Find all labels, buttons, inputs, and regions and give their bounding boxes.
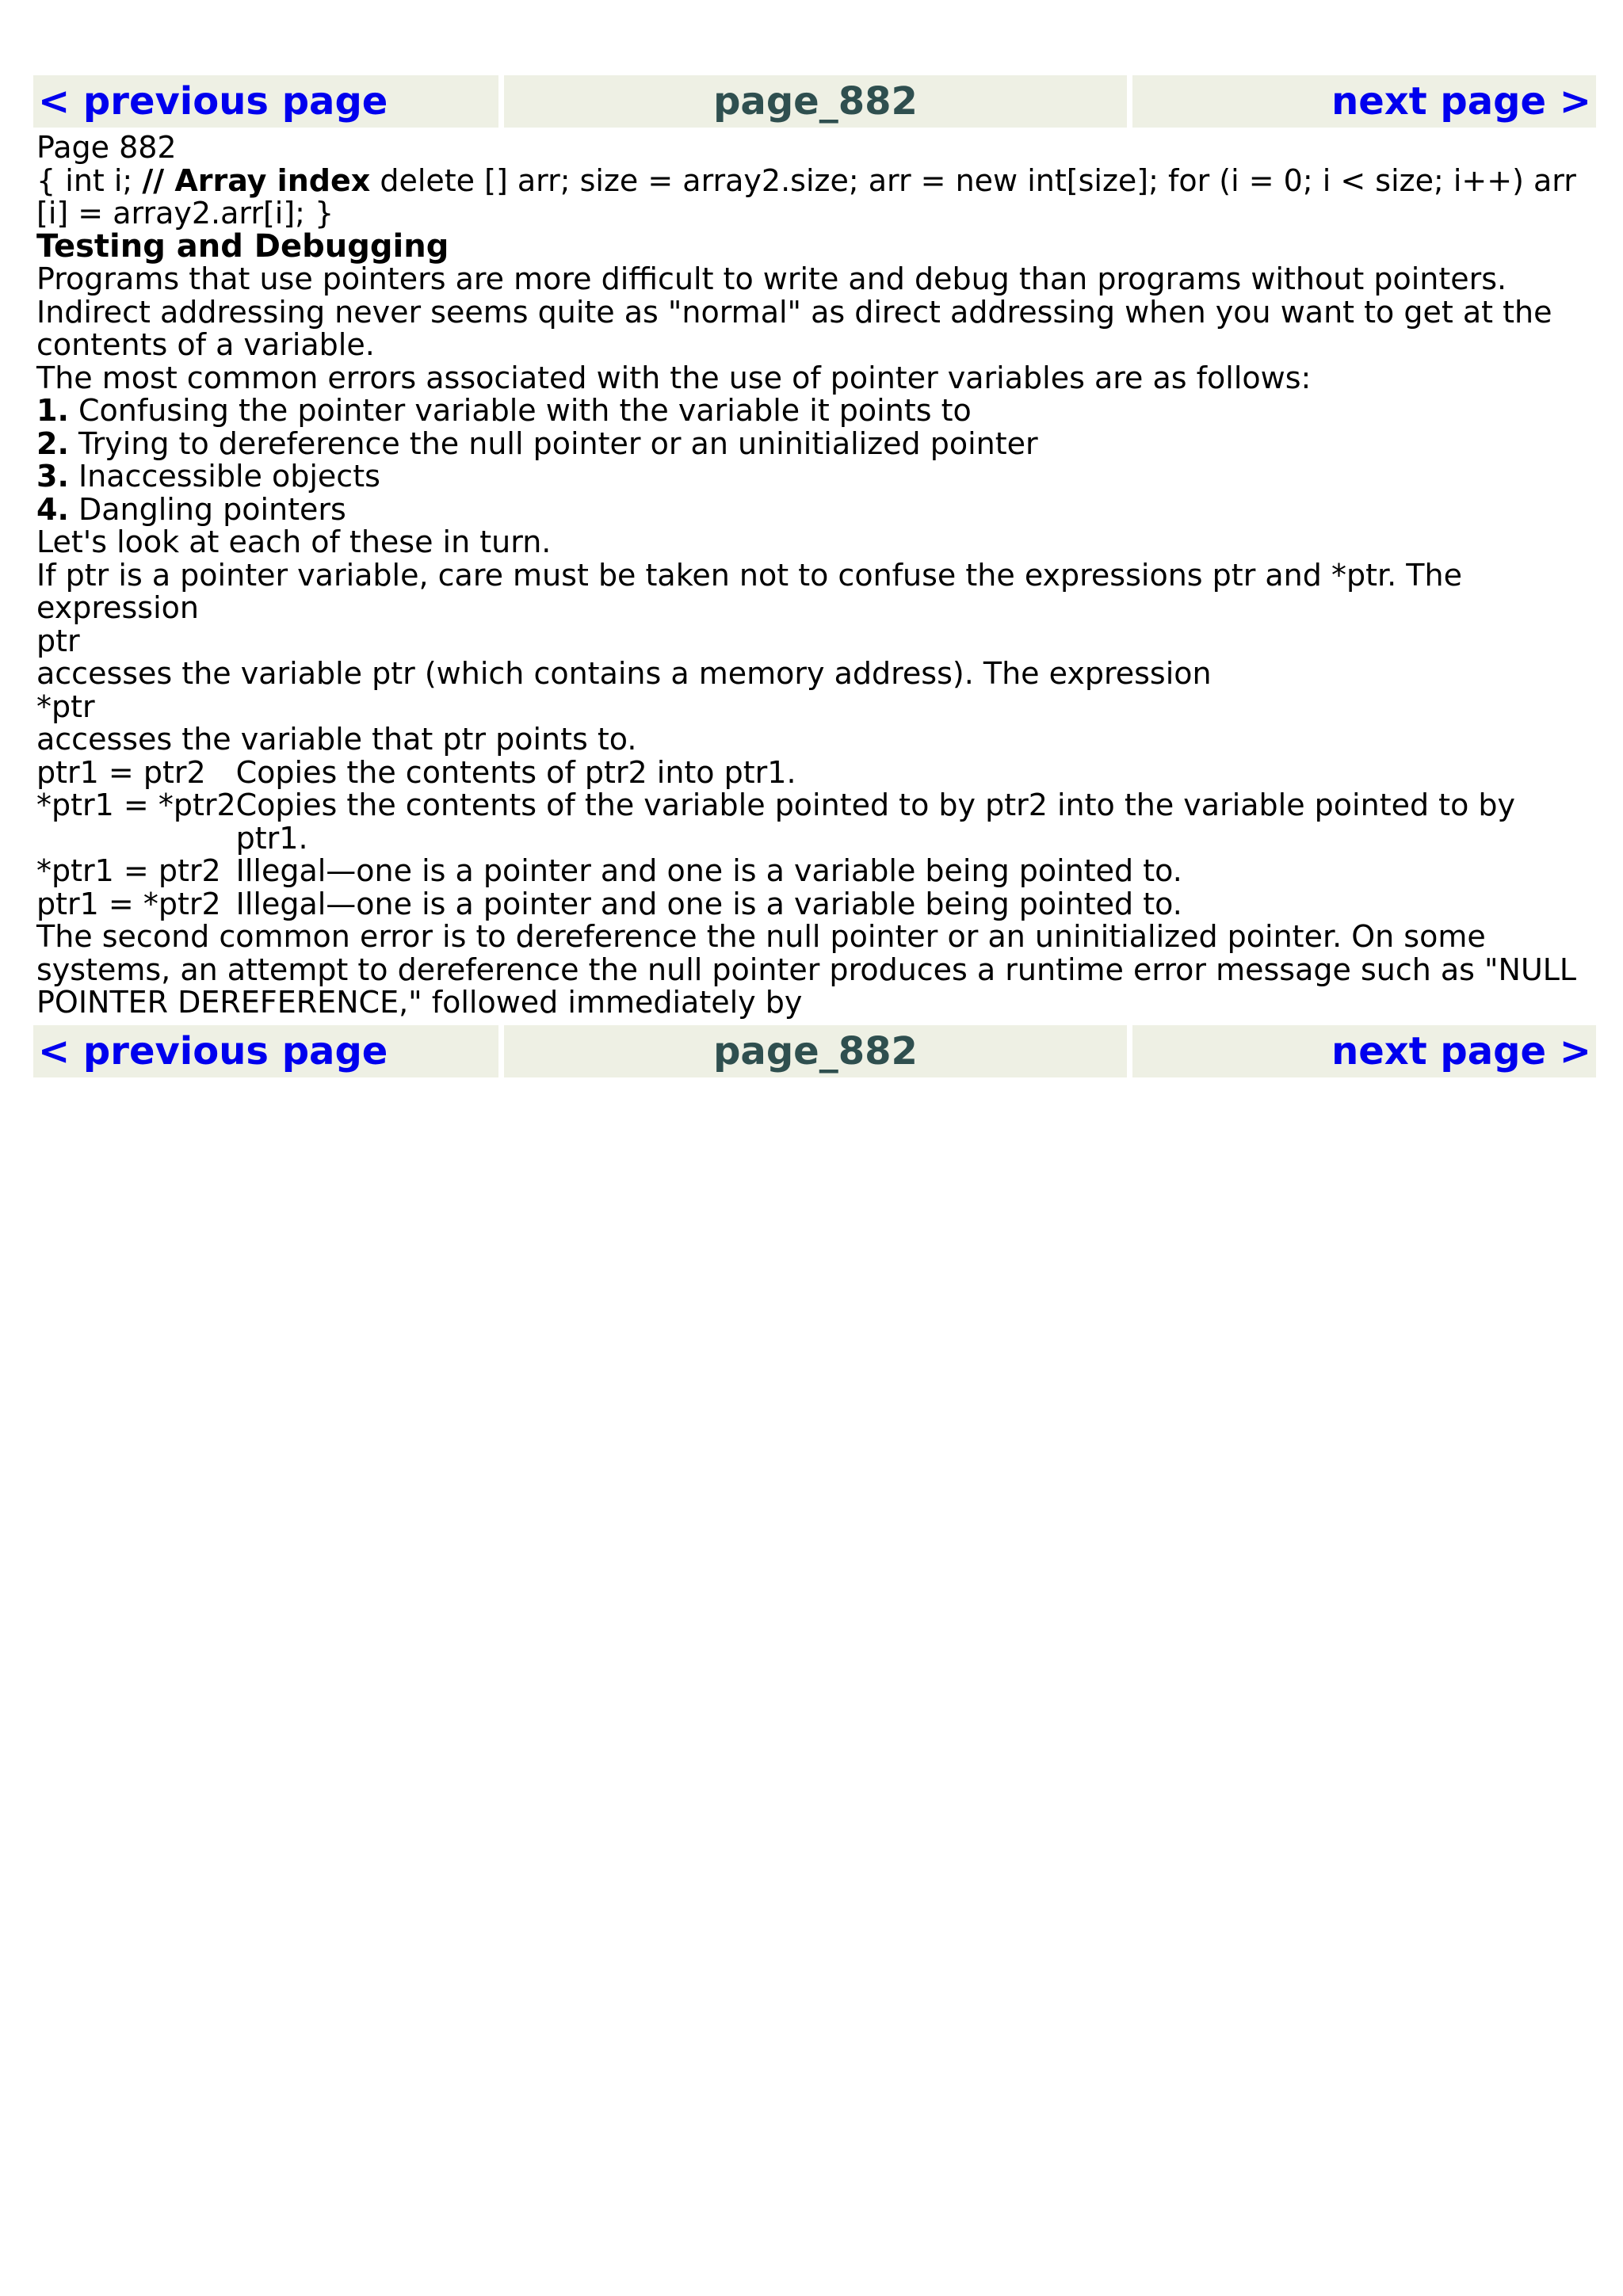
table-description: Illegal—one is a pointer and one is a variable being pointed to. [235,886,1182,921]
paragraph-ptr-c: accesses the variable ptr (which contains a memory address). The expression [36,656,1212,691]
table-row [36,888,1593,921]
paragraph-ptr-b: ptr [36,623,80,658]
error-number: 4. [36,491,69,527]
table-description: Copies the contents of the variable pointed to by ptr2 into the variable pointed to by ptr1. [235,788,1516,856]
error-number: 3. [36,459,69,494]
code-block [36,162,1593,231]
error-text: Inaccessible objects [68,459,380,494]
previous-page-link[interactable]: < previous page [33,1025,498,1077]
table-row [36,757,1593,790]
table-description: Illegal—one is a pointer and one is a variable being pointed to. [235,853,1182,888]
table-expression: ptr1 = *ptr2 [36,886,221,921]
table-row [36,789,1593,855]
error-item [36,491,1593,527]
paragraph-ptr-d: *ptr [36,688,95,724]
error-item [36,395,1593,428]
bottom-nav-bar [33,1025,1596,1077]
paragraph-errors-intro: The most common errors associated with the use of pointer variables are as follows: [36,360,1312,395]
table-expression: ptr1 = ptr2 [36,754,206,790]
next-page-link[interactable]: next page > [1132,1025,1596,1077]
section-heading: Testing and Debugging [36,227,449,265]
page-label: page_882 [504,1025,1127,1077]
table-expression: *ptr1 = *ptr2 [36,788,236,822]
error-text: Trying to dereference the null pointer or an uninitialized pointer [68,425,1038,461]
table-row [36,855,1593,888]
pointer-expression-table [36,754,1593,921]
error-text: Confusing the pointer variable with the variable it points to [68,393,972,428]
code-rest: delete [] arr; size = array2.size; arr = new int[size]; for (i = 0; i < size; i++) arr [i] = array2.arr[i]; } [36,162,1576,231]
paragraph-turn: Let's look at each of these in turn. [36,524,552,559]
error-item [36,460,1593,494]
paragraph-intro: Programs that use pointers are more difficult to write and debug than programs without pointers. Indirect addressing never seems quite as "normal" as direct addressing when you want to get at the contents of a variable. [36,261,1552,362]
paragraph-ptr-e: accesses the variable that ptr points to. [36,722,637,757]
page-wrapper [33,75,1596,1077]
table-expression: *ptr1 = ptr2 [36,853,221,888]
paragraph-null-pointer: The second common error is to dereference the null pointer or an uninitialized pointer. On some systems, an attempt to dereference the null pointer produces a runtime error message such as "NULL POINTER DEREFERENCE," followed immediately by [36,919,1577,1020]
error-item [36,425,1593,461]
next-page-link[interactable]: next page > [1132,75,1596,128]
page-content [33,128,1596,1025]
previous-page-link[interactable]: < previous page [33,75,498,128]
paragraph-ptr-a: If ptr is a pointer variable, care must be taken not to confuse the expressions ptr and *ptr. The expression [36,557,1462,625]
table-description: Copies the contents of ptr2 into ptr1. [235,754,796,790]
error-text: Dangling pointers [68,491,346,527]
code-comment: // Array index [142,162,371,198]
error-number: 1. [36,393,69,428]
error-number: 2. [36,425,69,461]
top-nav-bar [33,75,1596,128]
page-number-line: Page 882 [36,130,177,165]
page-label: page_882 [504,75,1127,128]
code-start: { int i; [36,162,143,198]
